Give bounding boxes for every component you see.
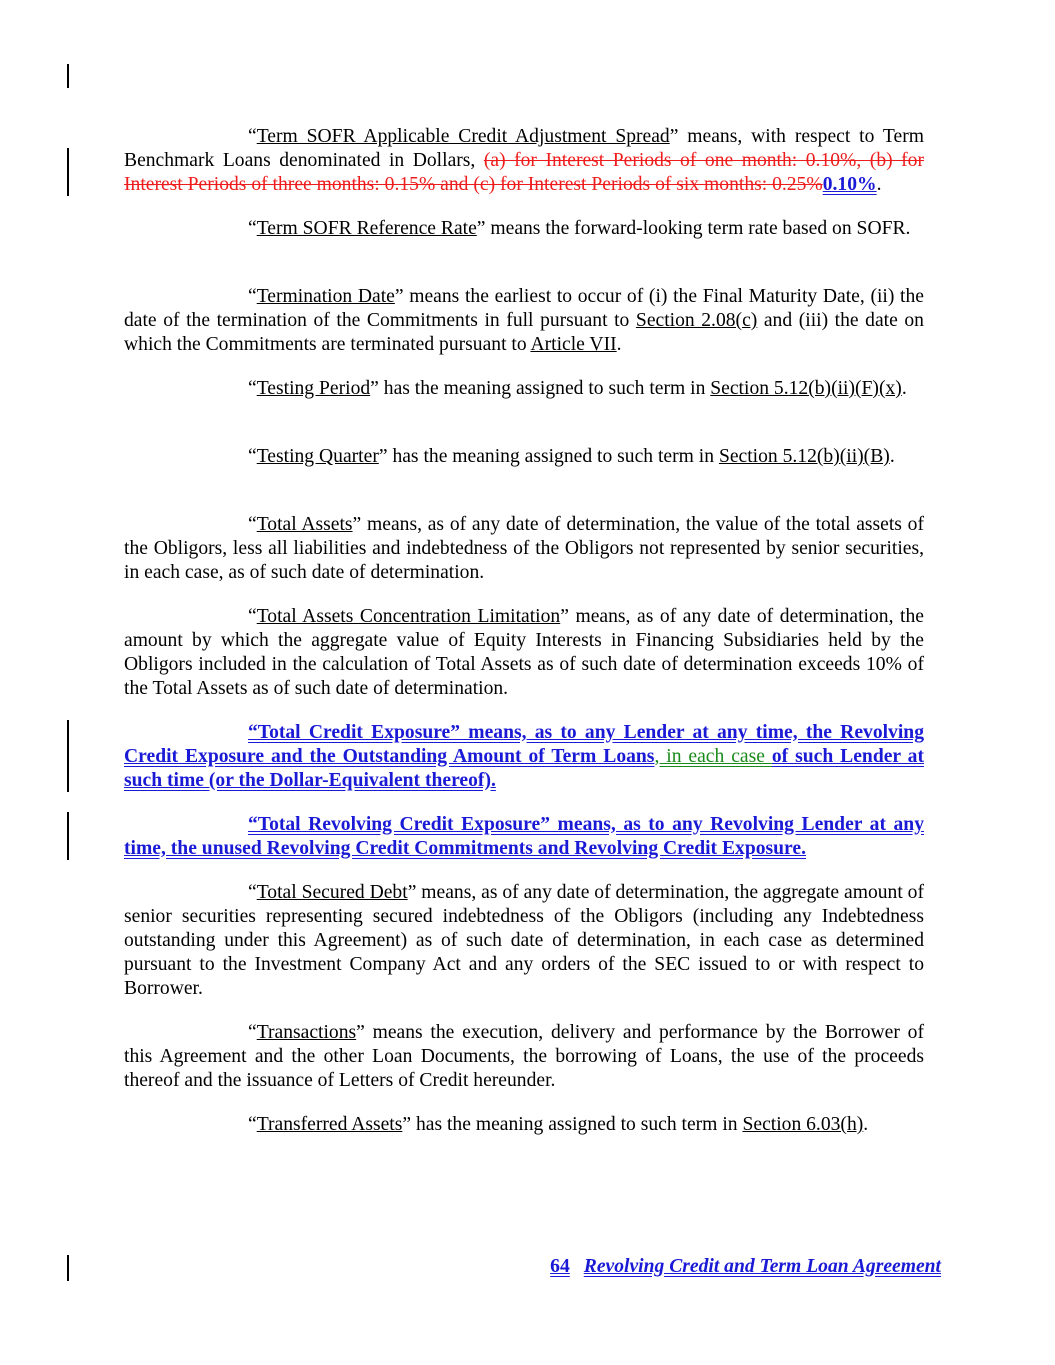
defined-term-link[interactable]: Testing Quarter <box>256 446 379 467</box>
definition-paragraph <box>124 513 924 585</box>
inserted-text: “Total Credit Exposure” means, as to any Lender at any time, the Revolving Credit Exposure and the Outstanding Amount of Term Loans <box>124 722 924 767</box>
change-bar <box>67 64 69 88</box>
defined-term-link[interactable]: Termination Date <box>256 286 395 307</box>
text-run: ” means, as of any date of determination, the value of the total assets of the Obligors, less all liabilities and indebtedness of the Obligors not represented by senior securities, in each case, as of such date of determination. <box>124 514 925 583</box>
text-run: ” has the meaning assigned to such term in <box>370 378 711 399</box>
defined-term-link[interactable]: Term SOFR Applicable Credit Adjustment Spread <box>256 126 670 147</box>
text-run: . <box>863 1114 869 1135</box>
text-run: . <box>876 174 882 195</box>
text-run: ” has the meaning assigned to such term in <box>402 1114 743 1135</box>
definition-paragraph <box>124 1021 924 1093</box>
text-run: ” means, with respect to Term Benchmark Loans denominated in Dollars, <box>124 126 924 171</box>
defined-term-link[interactable]: Total Assets <box>256 514 353 535</box>
deleted-text: (a) for Interest Periods of one month: 0.10%, (b) for Interest Periods of three months: 0.15% and (c) for Interest Periods of six months: 0.25% <box>124 150 925 195</box>
document-title: Revolving Credit and Term Loan Agreement <box>583 1256 941 1277</box>
change-bar <box>67 148 69 196</box>
defined-term-link[interactable]: Testing Period <box>256 378 371 399</box>
text-run: “ <box>248 446 257 467</box>
text-run: . <box>616 334 622 355</box>
inserted-text: 0.10% <box>822 174 877 195</box>
definition-paragraph <box>124 1113 924 1137</box>
definition-paragraph <box>124 217 924 241</box>
inserted-text: “Total Revolving Credit Exposure” means, as to any Revolving Lender at any time, the unused Revolving Credit Commitments and Revolving Credit Exposure. <box>124 814 924 859</box>
text-run: “ <box>248 514 257 535</box>
text-run: ” means the earliest to occur of (i) the Final Maturity Date, (ii) the date of the termination of the Commitments in full pursuant to <box>124 286 924 331</box>
defined-term-link[interactable]: Section 5.12(b)(ii)(F)(x) <box>710 378 902 399</box>
defined-term-link[interactable]: Total Assets Concentration Limitation <box>256 606 561 627</box>
text-run: ” means, as of any date of determination, the aggregate amount of senior securities representing secured indebtedness of the Obligors (including any Indebtedness outstanding under this Agreement) as of such date of determination, in each case as determined pursuant to the Investment Company Act and any orders of the SEC issued to or with respect to Borrower. <box>124 882 925 999</box>
defined-term-link[interactable]: Section 6.03(h) <box>742 1114 864 1135</box>
definition-paragraph <box>124 377 924 401</box>
text-run: “ <box>248 218 257 239</box>
text-run: ” has the meaning assigned to such term in <box>378 446 719 467</box>
text-run: . <box>889 446 895 467</box>
definition-paragraph <box>124 813 924 861</box>
inserted-text: of such Lender at such time (or the Dollar-Equivalent thereof). <box>124 746 924 791</box>
text-run: . <box>901 378 907 399</box>
defined-term-link[interactable]: Transactions <box>256 1022 357 1043</box>
text-run: ” means the forward-looking term rate based on SOFR. <box>476 218 911 239</box>
text-run: “ <box>248 286 257 307</box>
defined-term-link[interactable]: Transferred Assets <box>256 1114 403 1135</box>
definition-paragraph <box>124 285 924 357</box>
change-bar <box>67 812 69 860</box>
defined-term-link[interactable]: Term SOFR Reference Rate <box>256 218 477 239</box>
change-bar <box>67 1255 69 1281</box>
text-run: “ <box>248 606 257 627</box>
defined-term-link[interactable]: Section 5.12(b)(ii)(B) <box>718 446 890 467</box>
page-number: 64 <box>550 1256 570 1277</box>
text-run: “ <box>248 1022 257 1043</box>
text-run: “ <box>248 882 257 903</box>
text-run: “ <box>248 1114 257 1135</box>
text-run: “ <box>248 378 257 399</box>
definition-paragraph <box>124 445 924 469</box>
text-run: ” means the execution, delivery and performance by the Borrower of this Agreement and the other Loan Documents, the borrowing of Loans, the use of the proceeds thereof and the issuance of Letters of Credit hereunder. <box>124 1022 924 1091</box>
text-run: and (iii) the date on which the Commitments are terminated pursuant to <box>124 310 924 355</box>
text-run: ” means, as of any date of determination, the amount by which the aggregate value of Equity Interests in Financing Subsidiaries held by the Obligors included in the calculation of Total Assets as of such date of determination exceeds 10% of the Total Assets as of such date of determination. <box>124 606 924 699</box>
definition-paragraph <box>124 721 924 793</box>
moved-text: , in each case <box>654 746 772 767</box>
text-run: “ <box>248 126 257 147</box>
page-footer <box>550 1256 941 1278</box>
definition-paragraph <box>124 605 924 701</box>
definition-paragraph <box>124 125 924 197</box>
defined-term-link[interactable]: Total Secured Debt <box>256 882 408 903</box>
definition-paragraph <box>124 881 924 1001</box>
defined-term-link[interactable]: Article VII <box>530 334 617 355</box>
change-bar <box>67 720 69 792</box>
defined-term-link[interactable]: Section 2.08(c) <box>635 310 758 331</box>
